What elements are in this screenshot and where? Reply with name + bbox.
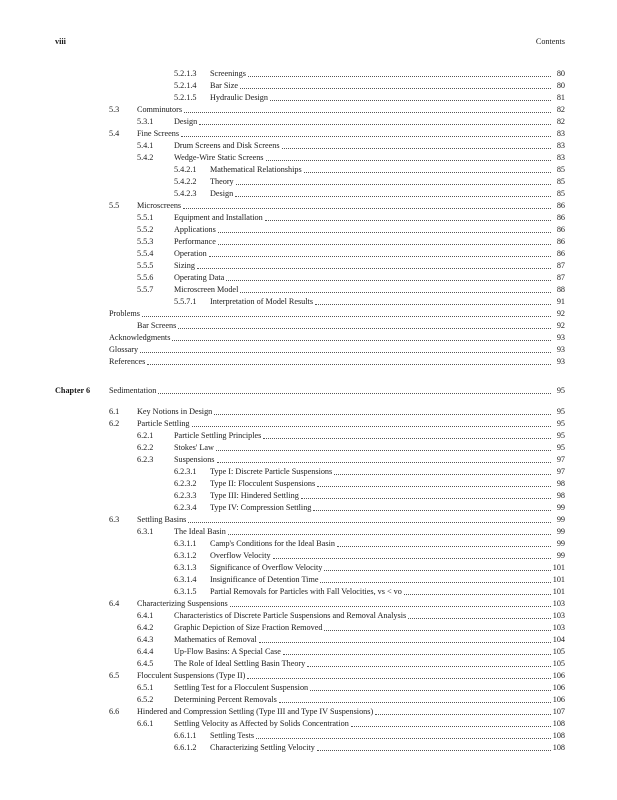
toc-entry-page: 103 bbox=[552, 611, 565, 620]
toc-entry-page: 85 bbox=[556, 165, 565, 174]
toc-entry[interactable] bbox=[137, 454, 565, 466]
toc-entry-page: 86 bbox=[556, 225, 565, 234]
dot-leader bbox=[247, 670, 550, 679]
toc-entry-number: 6.2 bbox=[109, 419, 120, 428]
toc-entry-page: 80 bbox=[556, 81, 565, 90]
toc-entry-title: Comminutors bbox=[137, 105, 183, 114]
toc-entry-number: 5.5.7 bbox=[137, 285, 154, 294]
toc-entry-title: Settling Basins bbox=[137, 515, 187, 524]
toc-entry-title: Flocculent Suspensions (Type II) bbox=[137, 671, 246, 680]
toc-entry[interactable] bbox=[174, 478, 565, 490]
dot-leader bbox=[158, 385, 551, 394]
toc-entry-title: Operation bbox=[174, 249, 207, 258]
toc-entry[interactable] bbox=[109, 200, 565, 212]
toc-entry-page: 87 bbox=[556, 273, 565, 282]
toc-entry-number: 6.4.4 bbox=[137, 647, 154, 656]
toc-entry-title: Applications bbox=[174, 225, 216, 234]
toc-entry-page: 86 bbox=[556, 237, 565, 246]
dot-leader bbox=[337, 538, 551, 547]
toc-entry-title: Camp's Conditions for the Ideal Basin bbox=[210, 539, 335, 548]
toc-entry-number: 5.4.2 bbox=[137, 153, 154, 162]
toc-entry-number: 5.5.1 bbox=[137, 213, 154, 222]
toc-entry[interactable] bbox=[109, 356, 565, 368]
dot-leader bbox=[199, 116, 551, 125]
toc-entry-title: Suspensions bbox=[174, 455, 215, 464]
toc-entry-number: 6.2.2 bbox=[137, 443, 154, 452]
toc-entry-title: Overflow Velocity bbox=[210, 551, 271, 560]
toc-entry-page: 98 bbox=[556, 479, 565, 488]
toc-entry-title: Acknowledgments bbox=[109, 333, 171, 342]
toc-entry[interactable] bbox=[109, 308, 565, 320]
toc-entry-page: 92 bbox=[556, 321, 565, 330]
toc-entry[interactable] bbox=[109, 332, 565, 344]
toc-entry-title: Up-Flow Basins: A Special Case bbox=[174, 647, 281, 656]
toc-entry-page: 97 bbox=[556, 467, 565, 476]
toc-entry-page: 83 bbox=[556, 129, 565, 138]
toc-entry[interactable] bbox=[109, 406, 565, 418]
toc-entry-title: Settling Tests bbox=[210, 731, 255, 740]
toc-entry-page: 87 bbox=[556, 261, 565, 270]
toc-entry[interactable] bbox=[174, 550, 565, 562]
toc-entry-title: Microscreen Model bbox=[174, 285, 239, 294]
toc-entry-page: 93 bbox=[556, 357, 565, 366]
toc-entry-page: 86 bbox=[556, 249, 565, 258]
toc-entry-title: References bbox=[109, 357, 146, 366]
dot-leader bbox=[310, 682, 551, 691]
toc-entry[interactable] bbox=[109, 385, 565, 397]
toc-entry[interactable] bbox=[174, 742, 565, 754]
toc-entry-page: 83 bbox=[556, 141, 565, 150]
dot-leader bbox=[313, 502, 551, 511]
toc-entry[interactable] bbox=[174, 68, 565, 80]
toc-entry[interactable] bbox=[174, 92, 565, 104]
toc-entry-number: 6.2.3.1 bbox=[174, 467, 197, 476]
toc-entry[interactable] bbox=[137, 658, 565, 670]
toc-entry[interactable] bbox=[109, 514, 565, 526]
toc-entry[interactable] bbox=[137, 694, 565, 706]
toc-entry-number: 5.4.2.2 bbox=[174, 177, 197, 186]
toc-entry-page: 86 bbox=[556, 201, 565, 210]
dot-leader bbox=[217, 454, 552, 463]
toc-entry-title: Interpretation of Model Results bbox=[210, 297, 314, 306]
dot-leader bbox=[181, 128, 551, 137]
toc-entry-number: 5.5.2 bbox=[137, 225, 154, 234]
toc-entry-title: Significance of Overflow Velocity bbox=[210, 563, 323, 572]
toc-entry-page: 93 bbox=[556, 333, 565, 342]
toc-entry-title: Hindered and Compression Settling (Type III and Type IV Suspensions) bbox=[137, 707, 374, 716]
toc-entry-title: Characteristics of Discrete Particle Suspensions and Removal Analysis bbox=[174, 611, 407, 620]
toc-entry[interactable] bbox=[137, 140, 565, 152]
dot-leader bbox=[236, 176, 551, 185]
toc-entry-number: 6.6.1 bbox=[137, 719, 154, 728]
dot-leader bbox=[334, 466, 551, 475]
toc-entry[interactable] bbox=[109, 706, 565, 718]
running-head: Contents bbox=[535, 37, 565, 46]
toc-entry[interactable] bbox=[174, 466, 565, 478]
toc-entry-number: 5.5.6 bbox=[137, 273, 154, 282]
toc-entry-title: Settling Velocity as Affected by Solids Concentration bbox=[174, 719, 349, 728]
toc-entry-title: Characterizing Settling Velocity bbox=[210, 743, 315, 752]
dot-leader bbox=[265, 212, 551, 221]
toc-entry[interactable] bbox=[137, 646, 565, 658]
toc-entry[interactable] bbox=[137, 442, 565, 454]
toc-entry-title: Fine Screens bbox=[137, 129, 180, 138]
toc-entry-page: 106 bbox=[552, 683, 565, 692]
dot-leader bbox=[324, 562, 550, 571]
toc-entry-page: 91 bbox=[556, 297, 565, 306]
dot-leader bbox=[317, 478, 551, 487]
toc-entry-title: The Role of Ideal Settling Basin Theory bbox=[174, 659, 306, 668]
toc-entry-number: 5.3 bbox=[109, 105, 120, 114]
dot-leader bbox=[408, 610, 551, 619]
toc-entry-number: 6.2.1 bbox=[137, 431, 154, 440]
dot-leader bbox=[178, 320, 551, 329]
toc-entry-number: 5.5.3 bbox=[137, 237, 154, 246]
dot-leader bbox=[140, 344, 551, 353]
toc-entry-number: 5.5.7.1 bbox=[174, 297, 197, 306]
toc-entry-title: Type I: Discrete Particle Suspensions bbox=[210, 467, 333, 476]
dot-leader bbox=[270, 92, 551, 101]
toc-entry-number: 5.4 bbox=[109, 129, 120, 138]
dot-leader bbox=[183, 200, 551, 209]
toc-entry-number: 6.3.1.2 bbox=[174, 551, 197, 560]
toc-entry-page: 85 bbox=[556, 177, 565, 186]
toc-entry[interactable] bbox=[174, 730, 565, 742]
dot-leader bbox=[317, 742, 551, 751]
toc-entry-title: The Ideal Basin bbox=[174, 527, 226, 536]
toc-entry-title: Theory bbox=[210, 177, 234, 186]
toc-entry-title: Settling Test for a Flocculent Suspension bbox=[174, 683, 309, 692]
dot-leader bbox=[351, 718, 551, 727]
toc-entry[interactable] bbox=[137, 116, 565, 128]
toc-entry[interactable] bbox=[109, 598, 565, 610]
toc-entry-title: Screenings bbox=[210, 69, 246, 78]
toc-entry-page: 105 bbox=[552, 647, 565, 656]
toc-entry-page: 82 bbox=[556, 117, 565, 126]
toc-entry-title: Problems bbox=[109, 309, 140, 318]
dot-leader bbox=[304, 164, 551, 173]
toc-entry-page: 105 bbox=[552, 659, 565, 668]
toc-entry-number: 6.1 bbox=[109, 407, 120, 416]
dot-leader bbox=[301, 490, 551, 499]
toc-entry[interactable] bbox=[137, 634, 565, 646]
toc-entry-page: 104 bbox=[552, 635, 565, 644]
dot-leader bbox=[404, 586, 551, 595]
toc-entry[interactable] bbox=[174, 188, 565, 200]
toc-entry-page: 95 bbox=[556, 431, 565, 440]
toc-entry-number: 6.5.2 bbox=[137, 695, 154, 704]
toc-entry-number: 6.3.1.4 bbox=[174, 575, 197, 584]
toc-entry-title: Design bbox=[210, 189, 234, 198]
toc-entry-title: Design bbox=[174, 117, 198, 126]
page-number: viii bbox=[55, 37, 66, 46]
toc-entry[interactable] bbox=[109, 670, 565, 682]
toc-entry[interactable] bbox=[137, 152, 565, 164]
dot-leader bbox=[273, 550, 551, 559]
toc-entry-number: 5.2.1.4 bbox=[174, 81, 197, 90]
toc-entry[interactable] bbox=[137, 526, 565, 538]
toc-entry-number: 5.4.2.1 bbox=[174, 165, 197, 174]
toc-entry-title: Particle Settling Principles bbox=[174, 431, 262, 440]
dot-leader bbox=[324, 622, 550, 631]
toc-entry-title: Sedimentation bbox=[109, 386, 157, 395]
toc-entry[interactable] bbox=[109, 418, 565, 430]
dot-leader bbox=[375, 706, 551, 715]
toc-entry[interactable] bbox=[174, 586, 565, 598]
toc-entry[interactable] bbox=[174, 164, 565, 176]
dot-leader bbox=[226, 272, 551, 281]
dot-leader bbox=[248, 68, 551, 77]
toc-entry-number: 6.2.3 bbox=[137, 455, 154, 464]
toc-entry[interactable] bbox=[109, 128, 565, 140]
dot-leader bbox=[172, 332, 551, 341]
toc-entry-title: Performance bbox=[174, 237, 216, 246]
toc-entry-title: Drum Screens and Disk Screens bbox=[174, 141, 280, 150]
toc-entry[interactable] bbox=[137, 718, 565, 730]
toc-entry-page: 101 bbox=[552, 575, 565, 584]
dot-leader bbox=[283, 646, 551, 655]
dot-leader bbox=[279, 694, 551, 703]
toc-entry-number: 5.4.1 bbox=[137, 141, 154, 150]
toc-entry-number: 6.2.3.2 bbox=[174, 479, 197, 488]
toc-entry-page: 95 bbox=[556, 407, 565, 416]
toc-entry-title: Bar Screens bbox=[137, 321, 177, 330]
toc-entry-page: 103 bbox=[552, 623, 565, 632]
dot-leader bbox=[240, 80, 551, 89]
toc-entry-page: 108 bbox=[552, 731, 565, 740]
toc-entry-title: Characterizing Suspensions bbox=[137, 599, 228, 608]
toc-entry[interactable] bbox=[109, 344, 565, 356]
toc-entry-page: 106 bbox=[552, 671, 565, 680]
dot-leader bbox=[214, 406, 551, 415]
toc-entry-page: 108 bbox=[552, 743, 565, 752]
toc-entry[interactable] bbox=[174, 296, 565, 308]
toc-entry-page: 95 bbox=[556, 419, 565, 428]
dot-leader bbox=[216, 442, 551, 451]
toc-entry-page: 95 bbox=[556, 386, 565, 395]
dot-leader bbox=[228, 526, 551, 535]
toc-entry-number: 6.5.1 bbox=[137, 683, 154, 692]
dot-leader bbox=[218, 236, 551, 245]
toc-entry-title: Key Notions in Design bbox=[137, 407, 213, 416]
toc-entry-number: 5.2.1.3 bbox=[174, 69, 197, 78]
toc-entry-page: 97 bbox=[556, 455, 565, 464]
dot-leader bbox=[209, 248, 551, 257]
dot-leader bbox=[230, 598, 551, 607]
toc-entry-page: 92 bbox=[556, 309, 565, 318]
toc-entry[interactable] bbox=[174, 574, 565, 586]
toc-entry-title: Wedge-Wire Static Screens bbox=[174, 153, 264, 162]
toc-entry-page: 85 bbox=[556, 189, 565, 198]
toc-entry-page: 103 bbox=[552, 599, 565, 608]
dot-leader bbox=[188, 514, 551, 523]
toc-entry[interactable] bbox=[137, 284, 565, 296]
toc-entry-title: Hydraulic Design bbox=[210, 93, 268, 102]
toc-entry-page: 99 bbox=[556, 515, 565, 524]
toc-entry-page: 101 bbox=[552, 587, 565, 596]
toc-entry-number: 6.6 bbox=[109, 707, 120, 716]
toc-entry-title: Sizing bbox=[174, 261, 195, 270]
toc-entry[interactable] bbox=[137, 320, 565, 332]
toc-entry[interactable] bbox=[137, 622, 565, 634]
toc-entry-page: 95 bbox=[556, 443, 565, 452]
dot-leader bbox=[266, 152, 552, 161]
toc-entry[interactable] bbox=[137, 610, 565, 622]
toc-entry-number: 6.3.1.1 bbox=[174, 539, 197, 548]
toc-entry-page: 106 bbox=[552, 695, 565, 704]
dot-leader bbox=[184, 104, 551, 113]
toc-entry-title: Bar Size bbox=[210, 81, 238, 90]
toc-entry-number: 5.3.1 bbox=[137, 117, 154, 126]
toc-entry-page: 101 bbox=[552, 563, 565, 572]
toc-entry-page: 83 bbox=[556, 153, 565, 162]
dot-leader bbox=[240, 284, 551, 293]
toc-entry-page: 80 bbox=[556, 69, 565, 78]
dot-leader bbox=[147, 356, 551, 365]
toc-entry-number: 6.3.1.3 bbox=[174, 563, 197, 572]
dot-leader bbox=[307, 658, 550, 667]
dot-leader bbox=[218, 224, 551, 233]
toc-entry-title: Partial Removals for Particles with Fall Velocities, vs < vo bbox=[210, 587, 402, 596]
dot-leader bbox=[263, 430, 551, 439]
toc-entry-title: Type IV: Compression Settling bbox=[210, 503, 312, 512]
toc-entry[interactable] bbox=[137, 212, 565, 224]
toc-entry-number: 6.4 bbox=[109, 599, 120, 608]
toc-entry-number: 5.5 bbox=[109, 201, 120, 210]
toc-entry-page: 99 bbox=[556, 551, 565, 560]
chapter-label: Chapter 6 bbox=[55, 386, 91, 395]
toc-entry-title: Operating Data bbox=[174, 273, 225, 282]
toc-entry[interactable] bbox=[137, 224, 565, 236]
running-header bbox=[55, 36, 565, 48]
toc-entry[interactable] bbox=[174, 490, 565, 502]
dot-leader bbox=[259, 634, 551, 643]
toc-entry[interactable] bbox=[137, 248, 565, 260]
dot-leader bbox=[315, 296, 551, 305]
toc-entry-title: Particle Settling bbox=[137, 419, 190, 428]
toc-entry[interactable] bbox=[137, 236, 565, 248]
toc-entry[interactable] bbox=[174, 176, 565, 188]
toc-entry-page: 99 bbox=[556, 527, 565, 536]
toc-entry-page: 88 bbox=[556, 285, 565, 294]
toc-entry-number: 6.2.3.3 bbox=[174, 491, 197, 500]
toc-entry-number: 6.4.2 bbox=[137, 623, 154, 632]
toc-entry-page: 107 bbox=[552, 707, 565, 716]
toc-entry-number: 6.3 bbox=[109, 515, 120, 524]
toc-entry[interactable] bbox=[174, 562, 565, 574]
toc-entry-number: 6.2.3.4 bbox=[174, 503, 197, 512]
toc-entry-title: Microscreens bbox=[137, 201, 182, 210]
toc-entry-title: Equipment and Installation bbox=[174, 213, 263, 222]
toc-entry-number: 6.6.1.1 bbox=[174, 731, 197, 740]
toc-entry-page: 99 bbox=[556, 539, 565, 548]
toc-entry-title: Insignificance of Detention Time bbox=[210, 575, 319, 584]
toc-entry-number: 5.5.4 bbox=[137, 249, 154, 258]
toc-entry[interactable] bbox=[137, 260, 565, 272]
dot-leader bbox=[235, 188, 551, 197]
toc-entry[interactable] bbox=[174, 538, 565, 550]
toc-entry[interactable] bbox=[137, 682, 565, 694]
toc-entry[interactable] bbox=[109, 104, 565, 116]
dot-leader bbox=[142, 308, 551, 317]
toc-entry-number: 6.6.1.2 bbox=[174, 743, 197, 752]
toc-entry-page: 82 bbox=[556, 105, 565, 114]
toc-entry-page: 99 bbox=[556, 503, 565, 512]
toc-entry-title: Type III: Hindered Settling bbox=[210, 491, 299, 500]
toc-entry-page: 86 bbox=[556, 213, 565, 222]
toc-entry-title: Determining Percent Removals bbox=[174, 695, 277, 704]
toc-entry-title: Graphic Depiction of Size Fraction Removed bbox=[174, 623, 323, 632]
dot-leader bbox=[197, 260, 551, 269]
toc-entry-number: 6.4.5 bbox=[137, 659, 154, 668]
toc-entry-title: Stokes' Law bbox=[174, 443, 214, 452]
toc-entry[interactable] bbox=[137, 430, 565, 442]
toc-entry-title: Mathematical Relationships bbox=[210, 165, 302, 174]
toc-entry-title: Mathematics of Removal bbox=[174, 635, 257, 644]
toc-entry-number: 5.5.5 bbox=[137, 261, 154, 270]
toc-entry-page: 81 bbox=[556, 93, 565, 102]
toc-entry-number: 6.4.1 bbox=[137, 611, 154, 620]
toc-entry-title: Type II: Flocculent Suspensions bbox=[210, 479, 316, 488]
toc-entry[interactable] bbox=[137, 272, 565, 284]
toc-entry-number: 6.3.1 bbox=[137, 527, 154, 536]
toc-entry[interactable] bbox=[174, 502, 565, 514]
toc-entry[interactable] bbox=[174, 80, 565, 92]
toc-entry-page: 108 bbox=[552, 719, 565, 728]
toc-entry-number: 5.2.1.5 bbox=[174, 93, 197, 102]
dot-leader bbox=[320, 574, 550, 583]
toc-entry-number: 6.5 bbox=[109, 671, 120, 680]
toc-entry-number: 5.4.2.3 bbox=[174, 189, 197, 198]
toc-entry-page: 93 bbox=[556, 345, 565, 354]
toc-entry-page: 98 bbox=[556, 491, 565, 500]
dot-leader bbox=[282, 140, 551, 149]
toc-entry-number: 6.3.1.5 bbox=[174, 587, 197, 596]
dot-leader bbox=[192, 418, 551, 427]
toc-entry-title: Glossary bbox=[109, 345, 139, 354]
dot-leader bbox=[256, 730, 551, 739]
toc-entry-number: 6.4.3 bbox=[137, 635, 154, 644]
